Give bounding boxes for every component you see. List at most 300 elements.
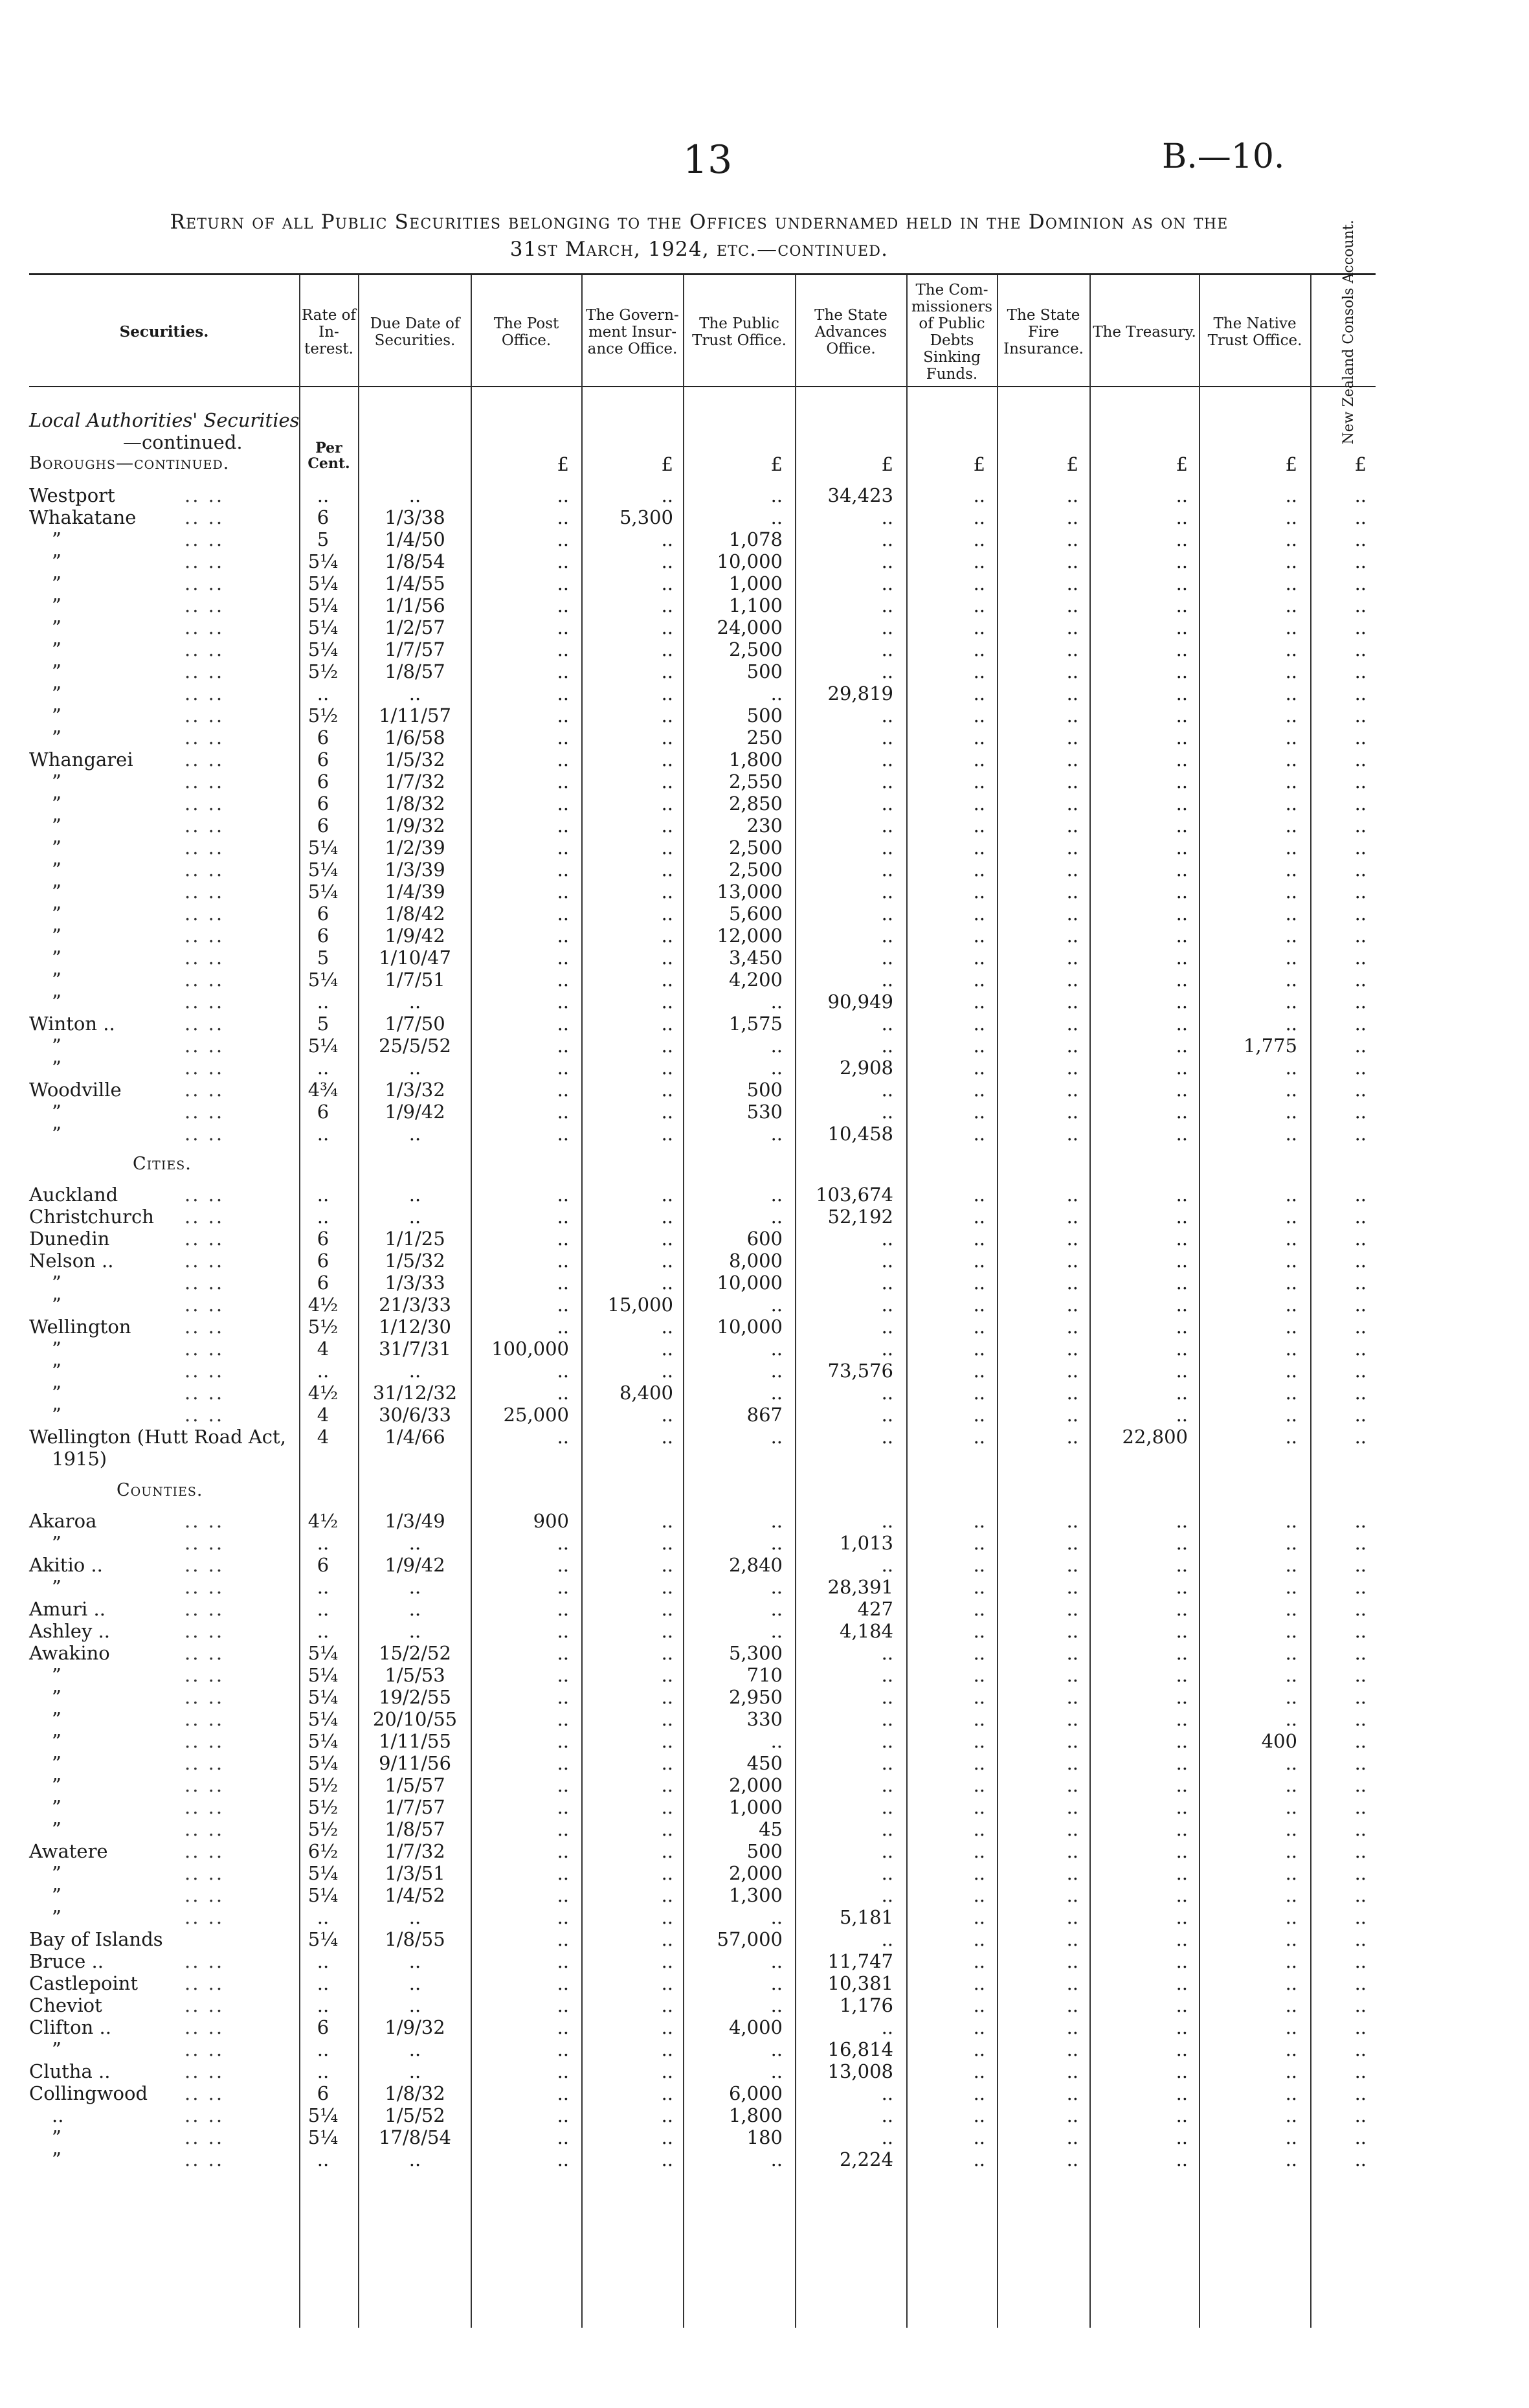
row-public-trust: 4,200 <box>728 969 783 991</box>
row-state-advances: .. <box>881 506 893 528</box>
row-public-trust: 530 <box>746 1101 783 1123</box>
row-native-trust: .. <box>1285 1101 1297 1123</box>
row-government-insurance: .. <box>661 616 673 638</box>
row-rate: .. <box>317 1532 329 1554</box>
row-rate: 5¼ <box>307 1862 339 1884</box>
row-treasury: .. <box>1176 1818 1188 1840</box>
row-nz-consols: .. <box>1354 528 1367 550</box>
row-due-date: 1/3/49 <box>385 1510 445 1532</box>
row-nz-consols: .. <box>1354 969 1367 991</box>
row-nz-consols: .. <box>1354 1057 1367 1079</box>
row-state-fire: .. <box>1066 1250 1078 1272</box>
header-top-rule <box>29 273 1376 275</box>
row-treasury: .. <box>1176 793 1188 815</box>
row-rate: 6 <box>317 726 329 748</box>
row-treasury: .. <box>1176 837 1188 859</box>
row-state-advances: .. <box>881 1730 893 1752</box>
row-rate: .. <box>317 1972 329 1994</box>
row-security-name: Nelson .. <box>29 1250 114 1272</box>
row-nz-consols: .. <box>1354 1184 1367 1206</box>
row-state-fire: .. <box>1066 1426 1078 1448</box>
row-leader-dots: .. .. <box>184 1123 225 1145</box>
row-government-insurance: .. <box>661 1101 673 1123</box>
row-leader-dots: .. .. <box>184 1840 225 1862</box>
row-state-advances: .. <box>881 1228 893 1250</box>
row-security-name: ” <box>52 2038 61 2060</box>
row-nz-consols: .. <box>1354 682 1367 704</box>
row-commissioners: .. <box>973 2126 985 2148</box>
row-state-advances: .. <box>881 1272 893 1294</box>
row-security-name: ” <box>52 1057 61 1079</box>
row-due-date: 1/10/47 <box>379 947 451 969</box>
row-state-advances: .. <box>881 1338 893 1360</box>
row-native-trust: .. <box>1285 594 1297 616</box>
row-security-name: ” <box>52 969 61 991</box>
row-native-trust: .. <box>1285 771 1297 793</box>
row-nz-consols: .. <box>1354 1774 1367 1796</box>
row-nz-consols: .. <box>1354 1708 1367 1730</box>
row-post-office: .. <box>557 1950 569 1972</box>
row-due-date: .. <box>408 1123 421 1145</box>
row-leader-dots: .. .. <box>184 1642 225 1664</box>
row-security-name: ” <box>52 1101 61 1123</box>
row-leader-dots: .. .. <box>184 903 225 925</box>
title-line-1: Return of all Public Securities belonging to the Offices undernamed held in the Dominion as on the <box>170 210 1229 234</box>
row-public-trust: 600 <box>746 1228 783 1250</box>
row-state-advances: .. <box>881 594 893 616</box>
row-native-trust: .. <box>1285 506 1297 528</box>
row-treasury: .. <box>1176 572 1188 594</box>
row-post-office: .. <box>557 859 569 881</box>
row-state-advances: .. <box>881 550 893 572</box>
row-government-insurance: .. <box>661 1057 673 1079</box>
row-treasury: .. <box>1176 1686 1188 1708</box>
row-security-name: Ashley .. <box>29 1620 110 1642</box>
row-state-advances: .. <box>881 704 893 726</box>
row-security-name: Akitio .. <box>29 1554 103 1576</box>
row-state-advances: 34,423 <box>827 484 893 506</box>
row-commissioners: .. <box>973 2148 985 2170</box>
row-due-date: .. <box>408 1576 421 1598</box>
row-commissioners: .. <box>973 1796 985 1818</box>
row-security-name: ” <box>52 1382 61 1404</box>
row-security-name: ” <box>52 682 61 704</box>
row-due-date: 1/5/57 <box>385 1774 445 1796</box>
row-post-office: .. <box>557 1206 569 1228</box>
row-public-trust: 2,840 <box>728 1554 783 1576</box>
row-leader-dots: .. .. <box>184 1730 225 1752</box>
row-public-trust: 867 <box>746 1404 783 1426</box>
row-leader-dots: .. .. <box>184 1228 225 1250</box>
row-treasury: .. <box>1176 969 1188 991</box>
row-commissioners: .. <box>973 682 985 704</box>
row-nz-consols: .. <box>1354 1272 1367 1294</box>
row-public-trust: .. <box>770 1576 783 1598</box>
row-commissioners: .. <box>973 881 985 903</box>
row-nz-consols: .. <box>1354 837 1367 859</box>
row-nz-consols: .. <box>1354 1510 1367 1532</box>
row-government-insurance: .. <box>661 1730 673 1752</box>
row-treasury: .. <box>1176 550 1188 572</box>
row-commissioners: .. <box>973 1510 985 1532</box>
row-commissioners: .. <box>973 859 985 881</box>
row-rate: 5½ <box>307 1796 339 1818</box>
row-state-fire: .. <box>1066 550 1078 572</box>
row-public-trust: 330 <box>746 1708 783 1730</box>
row-state-fire: .. <box>1066 1752 1078 1774</box>
row-due-date: 1/11/55 <box>379 1730 451 1752</box>
row-post-office: .. <box>557 1250 569 1272</box>
row-post-office: .. <box>557 1598 569 1620</box>
row-public-trust: .. <box>770 1510 783 1532</box>
row-state-advances: .. <box>881 660 893 682</box>
row-leader-dots: .. .. <box>184 969 225 991</box>
row-commissioners: .. <box>973 1642 985 1664</box>
row-security-name: ” <box>52 550 61 572</box>
row-commissioners: .. <box>973 771 985 793</box>
unit-pound-govt: £ <box>661 453 673 475</box>
row-nz-consols: .. <box>1354 1101 1367 1123</box>
row-rate: 5¼ <box>307 616 339 638</box>
row-nz-consols: .. <box>1354 1079 1367 1101</box>
row-commissioners: .. <box>973 1228 985 1250</box>
row-due-date: 1/2/57 <box>385 616 445 638</box>
row-public-trust: .. <box>770 1972 783 1994</box>
row-post-office: .. <box>557 1664 569 1686</box>
row-rate: .. <box>317 1360 329 1382</box>
header-securities: Securities. <box>119 323 209 341</box>
row-state-fire: .. <box>1066 1818 1078 1840</box>
row-treasury: .. <box>1176 1382 1188 1404</box>
row-leader-dots: .. .. <box>184 991 225 1013</box>
row-post-office: .. <box>557 1228 569 1250</box>
row-native-trust: .. <box>1285 859 1297 881</box>
row-rate: 5¼ <box>307 2104 339 2126</box>
row-state-fire: .. <box>1066 859 1078 881</box>
row-state-advances: 103,674 <box>816 1184 893 1206</box>
row-state-fire: .. <box>1066 528 1078 550</box>
row-post-office: .. <box>557 1620 569 1642</box>
row-nz-consols: .. <box>1354 859 1367 881</box>
row-treasury: .. <box>1176 771 1188 793</box>
row-state-fire: .. <box>1066 1228 1078 1250</box>
row-due-date: 1/8/55 <box>385 1928 445 1950</box>
row-due-date: 19/2/55 <box>379 1686 451 1708</box>
row-state-fire: .. <box>1066 1994 1078 2016</box>
row-public-trust: .. <box>770 1294 783 1316</box>
row-rate: 4 <box>317 1338 329 1360</box>
row-rate: 5¼ <box>307 594 339 616</box>
row-nz-consols: .. <box>1354 1950 1367 1972</box>
row-public-trust: 2,000 <box>728 1774 783 1796</box>
row-security-name: Cheviot <box>29 1994 102 2016</box>
row-rate: 5¼ <box>307 1752 339 1774</box>
row-native-trust: .. <box>1285 1123 1297 1145</box>
row-state-fire: .. <box>1066 682 1078 704</box>
row-commissioners: .. <box>973 2104 985 2126</box>
row-due-date: 1/8/57 <box>385 1818 445 1840</box>
row-state-advances: .. <box>881 1664 893 1686</box>
row-rate: 5¼ <box>307 638 339 660</box>
row-treasury: .. <box>1176 1906 1188 1928</box>
row-state-fire: .. <box>1066 1101 1078 1123</box>
row-security-name: ” <box>52 903 61 925</box>
row-due-date: 20/10/55 <box>372 1708 458 1730</box>
row-rate: 5½ <box>307 1774 339 1796</box>
row-public-trust: 2,500 <box>728 638 783 660</box>
row-leader-dots: .. .. <box>184 2038 225 2060</box>
row-rate: 5¼ <box>307 1730 339 1752</box>
row-government-insurance: .. <box>661 1664 673 1686</box>
row-leader-dots: .. .. <box>184 1950 225 1972</box>
row-security-name: Christchurch <box>29 1206 154 1228</box>
unit-pound-nz: £ <box>1354 453 1367 475</box>
row-post-office: .. <box>557 2060 569 2082</box>
row-nz-consols: .. <box>1354 2016 1367 2038</box>
row-security-name: ” <box>52 1884 61 1906</box>
row-state-advances: 11,747 <box>827 1950 893 1972</box>
row-state-fire: .. <box>1066 484 1078 506</box>
row-commissioners: .. <box>973 1664 985 1686</box>
row-commissioners: .. <box>973 1774 985 1796</box>
row-government-insurance: .. <box>661 2126 673 2148</box>
row-treasury: .. <box>1176 484 1188 506</box>
row-state-fire: .. <box>1066 1360 1078 1382</box>
row-public-trust: 8,000 <box>728 1250 783 1272</box>
row-leader-dots: .. .. <box>184 682 225 704</box>
section-counties: Counties. <box>117 1480 203 1500</box>
row-state-advances: 52,192 <box>827 1206 893 1228</box>
header-rate: Rate of In- terest. <box>301 307 357 357</box>
row-post-office: .. <box>557 2016 569 2038</box>
row-state-fire: .. <box>1066 2104 1078 2126</box>
row-native-trust: .. <box>1285 1294 1297 1316</box>
row-rate: 5 <box>317 1013 329 1035</box>
row-nz-consols: .. <box>1354 704 1367 726</box>
row-nz-consols: .. <box>1354 1554 1367 1576</box>
row-treasury: .. <box>1176 991 1188 1013</box>
row-due-date: .. <box>408 2148 421 2170</box>
row-public-trust: 500 <box>746 1079 783 1101</box>
row-public-trust: 12,000 <box>717 925 783 947</box>
row-due-date: 9/11/56 <box>379 1752 451 1774</box>
row-state-fire: .. <box>1066 1294 1078 1316</box>
row-native-trust: .. <box>1285 903 1297 925</box>
row-state-fire: .. <box>1066 1708 1078 1730</box>
row-rate: .. <box>317 682 329 704</box>
row-nz-consols: .. <box>1354 748 1367 771</box>
row-state-advances: .. <box>881 1884 893 1906</box>
row-state-advances: 2,908 <box>839 1057 893 1079</box>
row-due-date: 1/9/42 <box>385 1554 445 1576</box>
row-post-office: .. <box>557 1079 569 1101</box>
row-rate: 6 <box>317 1101 329 1123</box>
unit-per-cent: Per Cent. <box>307 440 350 472</box>
row-state-advances: .. <box>881 1774 893 1796</box>
row-state-advances: .. <box>881 1013 893 1035</box>
row-state-advances: .. <box>881 1818 893 1840</box>
row-government-insurance: .. <box>661 594 673 616</box>
row-state-fire: .. <box>1066 1774 1078 1796</box>
row-nz-consols: .. <box>1354 1620 1367 1642</box>
row-security-name: Wellington <box>29 1316 131 1338</box>
row-leader-dots: .. .. <box>184 1294 225 1316</box>
row-due-date: .. <box>408 2038 421 2060</box>
row-native-trust: .. <box>1285 484 1297 506</box>
row-rate: .. <box>317 1950 329 1972</box>
row-treasury: .. <box>1176 616 1188 638</box>
unit-pound-treasury: £ <box>1176 453 1188 475</box>
row-post-office: .. <box>557 1013 569 1035</box>
row-due-date: 1/7/32 <box>385 1840 445 1862</box>
row-treasury: .. <box>1176 1664 1188 1686</box>
row-post-office: .. <box>557 1972 569 1994</box>
row-rate: .. <box>317 1576 329 1598</box>
row-state-fire: .. <box>1066 572 1078 594</box>
row-security-name: Bruce .. <box>29 1950 104 1972</box>
row-state-fire: .. <box>1066 771 1078 793</box>
row-rate: 6 <box>317 925 329 947</box>
row-rate: 5 <box>317 947 329 969</box>
row-state-fire: .. <box>1066 726 1078 748</box>
row-state-advances: .. <box>881 726 893 748</box>
row-treasury: .. <box>1176 2126 1188 2148</box>
row-government-insurance: .. <box>661 2148 673 2170</box>
row-leader-dots: .. .. <box>184 1510 225 1532</box>
row-security-name: Westport <box>29 484 115 506</box>
row-state-fire: .. <box>1066 947 1078 969</box>
row-state-advances: .. <box>881 1796 893 1818</box>
row-native-trust: .. <box>1285 1818 1297 1840</box>
row-state-advances: 73,576 <box>827 1360 893 1382</box>
row-state-advances: .. <box>881 1686 893 1708</box>
title-line-2: 31st March, 1924, etc.—continued. <box>509 238 889 261</box>
row-government-insurance: .. <box>661 1404 673 1426</box>
row-native-trust: .. <box>1285 1228 1297 1250</box>
row-native-trust: .. <box>1285 1642 1297 1664</box>
row-government-insurance: .. <box>661 903 673 925</box>
header-bottom-rule <box>29 386 1376 387</box>
row-public-trust: .. <box>770 682 783 704</box>
row-commissioners: .. <box>973 1840 985 1862</box>
row-commissioners: .. <box>973 1686 985 1708</box>
row-government-insurance: .. <box>661 550 673 572</box>
row-native-trust: .. <box>1285 1774 1297 1796</box>
row-native-trust: .. <box>1285 1796 1297 1818</box>
row-native-trust: .. <box>1285 2060 1297 2082</box>
row-government-insurance: .. <box>661 1686 673 1708</box>
row-government-insurance: .. <box>661 1752 673 1774</box>
row-commissioners: .. <box>973 815 985 837</box>
row-nz-consols: .. <box>1354 594 1367 616</box>
row-state-fire: .. <box>1066 1928 1078 1950</box>
row-commissioners: .. <box>973 2038 985 2060</box>
row-treasury: .. <box>1176 1708 1188 1730</box>
row-post-office: .. <box>557 660 569 682</box>
row-commissioners: .. <box>973 1950 985 1972</box>
row-commissioners: .. <box>973 1338 985 1360</box>
row-state-fire: .. <box>1066 660 1078 682</box>
row-post-office: .. <box>557 1532 569 1554</box>
row-government-insurance: .. <box>661 1554 673 1576</box>
header-post-office: The Post Office. <box>493 315 559 349</box>
row-native-trust: .. <box>1285 1884 1297 1906</box>
row-government-insurance: .. <box>661 726 673 748</box>
row-nz-consols: .. <box>1354 1884 1367 1906</box>
row-public-trust: 1,800 <box>728 748 783 771</box>
row-state-fire: .. <box>1066 2060 1078 2082</box>
row-security-name: ” <box>52 528 61 550</box>
row-state-fire: .. <box>1066 704 1078 726</box>
row-native-trust: .. <box>1285 837 1297 859</box>
row-leader-dots: .. .. <box>184 484 225 506</box>
row-native-trust: .. <box>1285 1382 1297 1404</box>
row-leader-dots: .. .. <box>184 1404 225 1426</box>
row-government-insurance: .. <box>661 1510 673 1532</box>
row-state-fire: .. <box>1066 1730 1078 1752</box>
row-treasury: .. <box>1176 1272 1188 1294</box>
row-treasury: .. <box>1176 815 1188 837</box>
row-due-date: 1/4/39 <box>385 881 445 903</box>
row-government-insurance: .. <box>661 2038 673 2060</box>
row-leader-dots: .. .. <box>184 1184 225 1206</box>
row-state-advances: .. <box>881 1035 893 1057</box>
row-due-date: 1/5/32 <box>385 1250 445 1272</box>
row-nz-consols: .. <box>1354 1316 1367 1338</box>
row-state-fire: .. <box>1066 1642 1078 1664</box>
row-government-insurance: .. <box>661 859 673 881</box>
row-state-fire: .. <box>1066 1035 1078 1057</box>
row-state-fire: .. <box>1066 1272 1078 1294</box>
row-security-name: ” <box>52 726 61 748</box>
row-government-insurance: .. <box>661 815 673 837</box>
row-security-name: Bay of Islands <box>29 1928 163 1950</box>
row-native-trust: .. <box>1285 726 1297 748</box>
row-due-date: 1/8/32 <box>385 2082 445 2104</box>
row-security-name: ” <box>52 616 61 638</box>
row-due-date: 15/2/52 <box>379 1642 451 1664</box>
row-native-trust: .. <box>1285 660 1297 682</box>
row-nz-consols: .. <box>1354 660 1367 682</box>
row-rate: .. <box>317 1620 329 1642</box>
row-leader-dots: .. .. <box>184 1972 225 1994</box>
row-public-trust: 1,000 <box>728 572 783 594</box>
row-state-advances: .. <box>881 528 893 550</box>
row-leader-dots: .. .. <box>184 1532 225 1554</box>
row-due-date: .. <box>408 1620 421 1642</box>
row-state-advances: .. <box>881 1382 893 1404</box>
row-security-name: ” <box>52 1906 61 1928</box>
row-native-trust: .. <box>1285 2104 1297 2126</box>
row-leader-dots: .. .. <box>184 1576 225 1598</box>
row-leader-dots: .. .. <box>184 1338 225 1360</box>
row-treasury: .. <box>1176 1338 1188 1360</box>
row-public-trust: 2,000 <box>728 1862 783 1884</box>
row-state-advances: .. <box>881 1752 893 1774</box>
row-state-fire: .. <box>1066 1840 1078 1862</box>
row-leader-dots: .. .. <box>184 1035 225 1057</box>
row-leader-dots: .. .. <box>184 1796 225 1818</box>
row-state-fire: .. <box>1066 1338 1078 1360</box>
row-state-advances: .. <box>881 2082 893 2104</box>
intro-label-continued: —continued. <box>123 431 243 453</box>
row-due-date: .. <box>408 1906 421 1928</box>
row-public-trust: 5,600 <box>728 903 783 925</box>
row-nz-consols: .. <box>1354 726 1367 748</box>
row-treasury: .. <box>1176 1250 1188 1272</box>
row-due-date: 1/7/57 <box>385 1796 445 1818</box>
row-security-name: .. <box>52 2104 64 2126</box>
